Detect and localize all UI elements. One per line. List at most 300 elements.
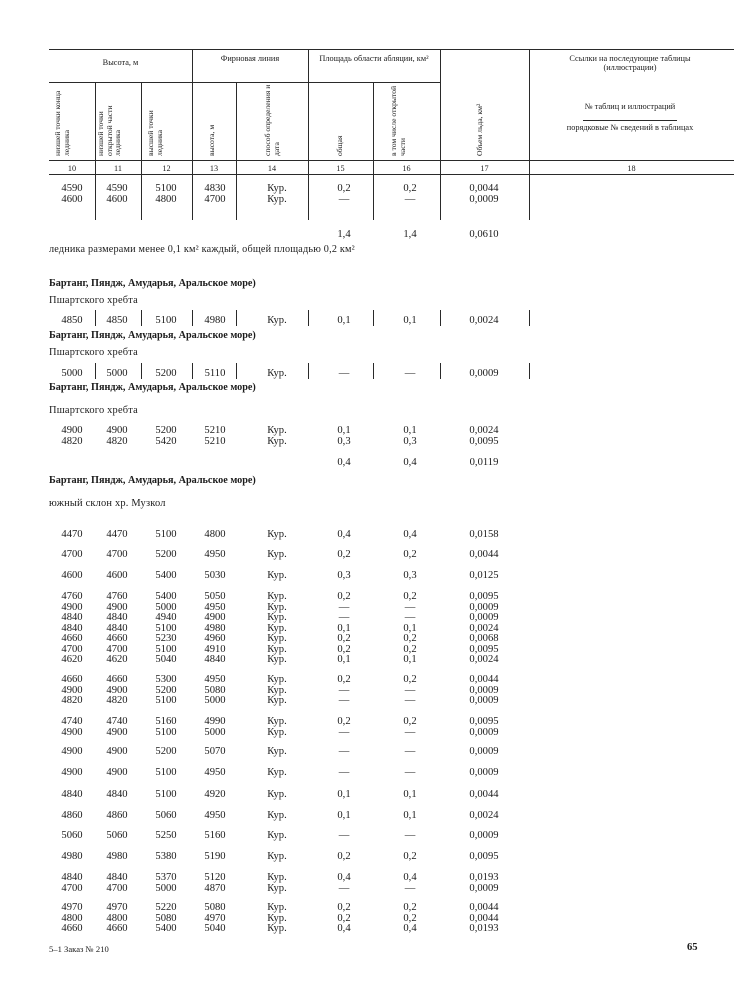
table-cell: 0,0044 [469,789,499,800]
table-cell: 5200 [155,746,177,757]
header-divider [236,82,237,174]
table-cell: — [338,612,350,623]
table-cell: 5030 [204,570,226,581]
table-cell: 0,1 [337,654,351,665]
table-cell: 0,0009 [469,726,499,738]
table-cell: 4860 [106,810,128,821]
firn-line-elevation [193,768,237,779]
table-cell: — [404,368,416,379]
method-date [256,811,298,822]
table-cell: 0,4 [337,872,351,883]
table-cell [144,230,188,241]
header-col-16: в том числе открытой части [389,85,407,156]
table-cell: — [404,684,416,696]
table-cell: 5070 [204,746,226,757]
table-cell: 4590 [106,183,128,194]
table-cell: 5000 [204,695,226,706]
table-cell: 5210 [204,425,226,436]
table-cell: 4840 [61,622,83,634]
table-cell: 0,0044 [469,902,499,913]
highest-elevation [144,873,188,894]
ice-volume [456,811,512,822]
table-cell: Кур. [267,872,287,883]
table-cell: 0,2 [337,902,351,913]
table-cell: 0,4 [337,457,351,468]
table-cell: 0,0009 [469,193,499,205]
table-cell: Кур. [267,912,287,924]
table-cell: 0,4 [337,923,351,934]
table-cell: 0,0068 [469,633,499,644]
ice-volume [456,852,512,863]
highest-elevation [144,811,188,822]
table-cell: 4950 [204,810,226,821]
table-cell: 5060 [155,810,177,821]
table-cell: 4840 [106,612,128,623]
table-cell: 0,1 [337,789,351,800]
table-cell: 0,0193 [469,923,499,934]
table-cell: 5000 [106,368,128,379]
ice-volume [456,717,512,738]
table-cell: — [338,193,350,205]
low-open-elevation [97,747,137,758]
cell-divider [308,310,309,326]
method-date [256,852,298,863]
table-cell: 4940 [155,612,177,623]
header-col-17: Объем льда, км² [475,103,484,156]
method-date [256,873,298,894]
table-cell: 4990 [204,716,226,727]
table-cell: 0,0095 [469,643,499,655]
table-cell: 5110 [204,368,226,379]
table-cell: — [404,612,416,623]
table-cell: 4840 [61,612,83,623]
ice-volume [456,768,512,779]
table-cell: 4660 [106,633,128,644]
table-cell: 5100 [155,789,177,800]
basin-heading: Бартанг, Пяндж, Амударья, Аральское море) [49,330,256,341]
method-date [256,592,298,666]
header-group-height: Высота, м [102,58,139,67]
table-cell: — [404,882,416,894]
table-cell: — [404,193,416,205]
column-divider [308,174,309,220]
low-end-elevation [52,426,92,447]
table-cell: 4800 [61,912,83,924]
ablation-area-open [384,571,436,582]
table-cell: 1,4 [403,229,417,240]
table-cell: 4840 [106,872,128,883]
low-end-elevation [52,592,92,666]
low-open-elevation [97,571,137,582]
ablation-area-open [384,873,436,894]
table-cell: 4660 [106,674,128,685]
table-cell: 4850 [61,315,83,326]
header-col-10: низшей точки конца ледника [53,90,71,156]
ablation-area-open [384,230,436,241]
low-end-elevation [52,675,92,707]
method-date [256,369,298,380]
ablation-area-open [384,852,436,863]
table-cell: 0,2 [337,716,351,727]
table-cell: 4850 [106,315,128,326]
firn-line-elevation [193,675,237,707]
highest-elevation [144,747,188,758]
table-cell: 5200 [155,425,177,436]
method-date [256,530,298,541]
table-cell: 4980 [106,851,128,862]
low-open-elevation [97,550,137,561]
highest-elevation [144,675,188,707]
low-end-elevation [52,717,92,738]
table-cell: 0,0119 [469,457,499,468]
header-bottom-rule [49,160,734,161]
firn-line-elevation [193,550,237,561]
table-cell: 0,0095 [469,716,499,727]
ablation-area-open [384,790,436,801]
low-open-elevation [97,873,137,894]
ablation-area-total [318,184,370,205]
table-cell: 4740 [61,716,83,727]
cell-divider [95,363,96,379]
highest-elevation [144,903,188,935]
firn-line-elevation [193,230,237,241]
highest-elevation [144,831,188,842]
method-date [256,768,298,779]
ice-volume [456,184,512,205]
table-cell: Кур. [267,633,287,644]
header-col-13: высота, м [207,124,216,156]
table-cell: 5400 [155,570,177,581]
table-cell: 0,4 [403,872,417,883]
low-end-elevation [52,811,92,822]
table-cell: 5100 [155,726,177,738]
low-open-elevation [97,184,137,205]
table-cell: Кур. [267,193,287,205]
table-cell: 0,1 [403,810,417,821]
column-number: 10 [67,164,77,173]
table-cell: 4620 [106,654,128,665]
header-refs-items: порядковые № сведений в таблицах [566,123,694,132]
table-cell: 4700 [204,193,226,205]
table-cell: 5400 [155,591,177,602]
low-end-elevation [52,903,92,935]
table-cell: 0,0024 [469,654,499,665]
table-cell: 0,0024 [469,622,499,634]
ablation-area-total [318,369,370,380]
table-cell: 4900 [61,601,83,613]
table-cell: 5100 [155,315,177,326]
header-col-12: высшей точки ледника [146,110,164,156]
small-glaciers-note: ледника размерами менее 0,1 км² каждый, общей площадью 0,2 км² [49,244,355,255]
table-cell: 4900 [106,601,128,613]
ablation-area-total [318,426,370,447]
table-cell: Кур. [267,923,287,934]
table-cell: 4820 [106,435,128,447]
table-cell: 4900 [106,726,128,738]
table-cell: 4980 [204,622,226,634]
table-cell: — [338,601,350,613]
low-open-elevation [97,675,137,707]
column-number: 18 [627,164,636,173]
table-cell: 0,0009 [469,767,499,778]
table-cell: — [404,767,416,778]
low-end-elevation [52,230,92,241]
table-cell: 4470 [106,529,128,540]
table-cell: 0,0009 [469,601,499,613]
table-cell: Кур. [267,851,287,862]
table-cell: 4970 [61,902,83,913]
low-end-elevation [52,369,92,380]
method-date [256,230,298,241]
ablation-area-total [318,852,370,863]
ablation-area-total [318,790,370,801]
table-cell [97,458,137,469]
table-cell: Кур. [267,684,287,696]
table-cell: 4900 [61,684,83,696]
table-cell: — [404,601,416,613]
table-cell: 0,1 [403,789,417,800]
column-number: 12 [162,164,171,173]
table-cell: — [404,726,416,738]
header-divider [192,49,193,174]
header-refs-underline [583,120,677,121]
low-end-elevation [52,458,92,469]
table-cell: 0,2 [403,674,417,685]
table-cell: 5200 [155,549,177,560]
table-cell: 5060 [106,830,128,841]
table-cell [144,458,188,469]
table-cell [52,230,92,241]
method-date [256,747,298,758]
ablation-area-total [318,592,370,666]
ice-volume [456,903,512,935]
table-cell: Кур. [267,643,287,655]
table-cell: — [404,695,416,706]
table-cell: — [338,767,350,778]
ablation-area-open [384,831,436,842]
ablation-area-open [384,550,436,561]
table-cell: Кур. [267,549,287,560]
low-open-elevation [97,831,137,842]
table-cell: 0,2 [403,591,417,602]
table-cell [256,230,298,241]
table-cell: — [338,684,350,696]
table-cell: 0,2 [337,549,351,560]
ablation-area-open [384,811,436,822]
table-cell: 0,1 [337,425,351,436]
ablation-area-open [384,184,436,205]
cell-divider [141,363,142,379]
table-cell: — [404,830,416,841]
table-cell: 0,2 [403,912,417,924]
header-group-firn: Фирновая линия [220,54,280,63]
table-cell: 0,0009 [469,830,499,841]
column-number: 16 [402,164,411,173]
table-cell: 5060 [61,830,83,841]
ablation-area-total [318,675,370,707]
table-cell: 5200 [155,684,177,696]
table-cell: 4740 [106,716,128,727]
table-cell: 4900 [106,746,128,757]
table-cell: 4700 [106,549,128,560]
cell-divider [308,363,309,379]
table-cell: 0,2 [337,633,351,644]
low-open-elevation [97,852,137,863]
table-cell: 4800 [155,193,177,205]
table-cell: 0,1 [337,315,351,326]
low-end-elevation [52,747,92,758]
table-cell: 4700 [61,882,83,894]
column-divider [373,174,374,220]
table-cell: 0,2 [403,183,417,194]
table-cell: 0,0193 [469,872,499,883]
table-cell [52,458,92,469]
table-cell: 5190 [204,851,226,862]
table-cell: 0,1 [337,622,351,634]
table-cell: 0,0044 [469,183,499,194]
table-cell: 0,1 [403,622,417,634]
table-cell: 4700 [61,643,83,655]
table-cell: 5220 [155,902,177,913]
table-cell: 5100 [155,183,177,194]
table-cell: Кур. [267,654,287,665]
ablation-area-open [384,426,436,447]
table-cell: 4830 [204,183,226,194]
table-cell: 4950 [204,601,226,613]
header-col-15: общая [335,135,344,156]
table-cell: Кур. [267,435,287,447]
table-cell: Кур. [267,591,287,602]
table-cell: 5000 [204,726,226,738]
highest-elevation [144,530,188,541]
table-cell: 0,2 [337,183,351,194]
column-divider [95,174,96,220]
table-cell: 4840 [106,622,128,634]
table-cell: 0,1 [403,315,417,326]
table-cell: 5370 [155,872,177,883]
region-heading: Пшартского хребта [49,295,138,306]
table-cell: 5040 [204,923,226,934]
low-open-elevation [97,530,137,541]
ice-volume [456,550,512,561]
table-cell: 0,1 [403,654,417,665]
table-cell: Кур. [267,570,287,581]
ablation-area-open [384,717,436,738]
column-divider [529,174,530,220]
table-cell: 5040 [155,654,177,665]
table-cell: 4700 [106,643,128,655]
basin-heading: Бартанг, Пяндж, Амударья, Аральское море) [49,382,256,393]
table-cell: 0,2 [403,643,417,655]
highest-elevation [144,852,188,863]
table-cell: 0,0009 [469,684,499,696]
table-cell: Кур. [267,789,287,800]
header-divider [529,49,530,174]
cell-divider [95,310,96,326]
table-cell: 5120 [204,872,226,883]
method-date [256,458,298,469]
table-cell: 0,0009 [469,746,499,757]
header-group-rule [49,82,440,83]
table-cell: 0,0009 [469,368,499,379]
ablation-area-total [318,550,370,561]
table-cell: 0,3 [403,570,417,581]
table-cell: 4900 [61,726,83,738]
table-cell: Кур. [267,902,287,913]
firn-line-elevation [193,571,237,582]
table-cell: 4600 [106,570,128,581]
ablation-area-total [318,903,370,935]
firn-line-elevation [193,592,237,666]
table-cell: 0,0044 [469,912,499,924]
table-cell: Кур. [267,726,287,738]
table-cell: 4800 [106,912,128,924]
table-cell: 5400 [155,923,177,934]
low-open-elevation [97,811,137,822]
table-cell: 0,3 [403,435,417,447]
method-date [256,550,298,561]
table-cell: 5100 [155,767,177,778]
table-cell: Кур. [267,183,287,194]
table-cell: 0,0044 [469,674,499,685]
header-divider [308,49,309,174]
cell-divider [141,310,142,326]
firn-line-elevation [193,717,237,738]
table-cell: 0,0095 [469,851,499,862]
firn-line-elevation [193,873,237,894]
table-cell: 5230 [155,633,177,644]
table-cell: 5050 [204,591,226,602]
method-date [256,426,298,447]
ice-volume [456,426,512,447]
table-cell: 4820 [106,695,128,706]
page-number: 65 [687,942,698,953]
table-cell: 4970 [106,902,128,913]
column-number: 11 [114,164,122,173]
table-cell: 5380 [155,851,177,862]
highest-elevation [144,184,188,205]
header-divider [440,49,441,174]
table-cell: 4800 [204,529,226,540]
table-cell: 4660 [61,674,83,685]
ice-volume [456,458,512,469]
table-cell: 4900 [61,746,83,757]
ice-volume [456,530,512,541]
ablation-area-total [318,458,370,469]
table-cell: 4900 [61,425,83,436]
table-cell: 0,0009 [469,882,499,894]
table-cell: 0,2 [403,716,417,727]
low-open-elevation [97,768,137,779]
table-cell: 0,0009 [469,612,499,623]
table-cell: 5100 [155,529,177,540]
table-cell: — [404,746,416,757]
method-date [256,675,298,707]
table-cell: 5000 [155,882,177,894]
header-refs-tables: № таблиц и иллюстраций [584,102,676,111]
method-date [256,717,298,738]
table-cell: 0,0024 [469,425,499,436]
ice-volume [456,369,512,380]
low-open-elevation [97,369,137,380]
low-open-elevation [97,230,137,241]
table-cell: 0,2 [403,902,417,913]
table-cell: 4840 [106,789,128,800]
table-cell: 4910 [204,643,226,655]
table-cell: 0,2 [337,851,351,862]
table-cell: — [338,726,350,738]
ice-volume [456,747,512,758]
